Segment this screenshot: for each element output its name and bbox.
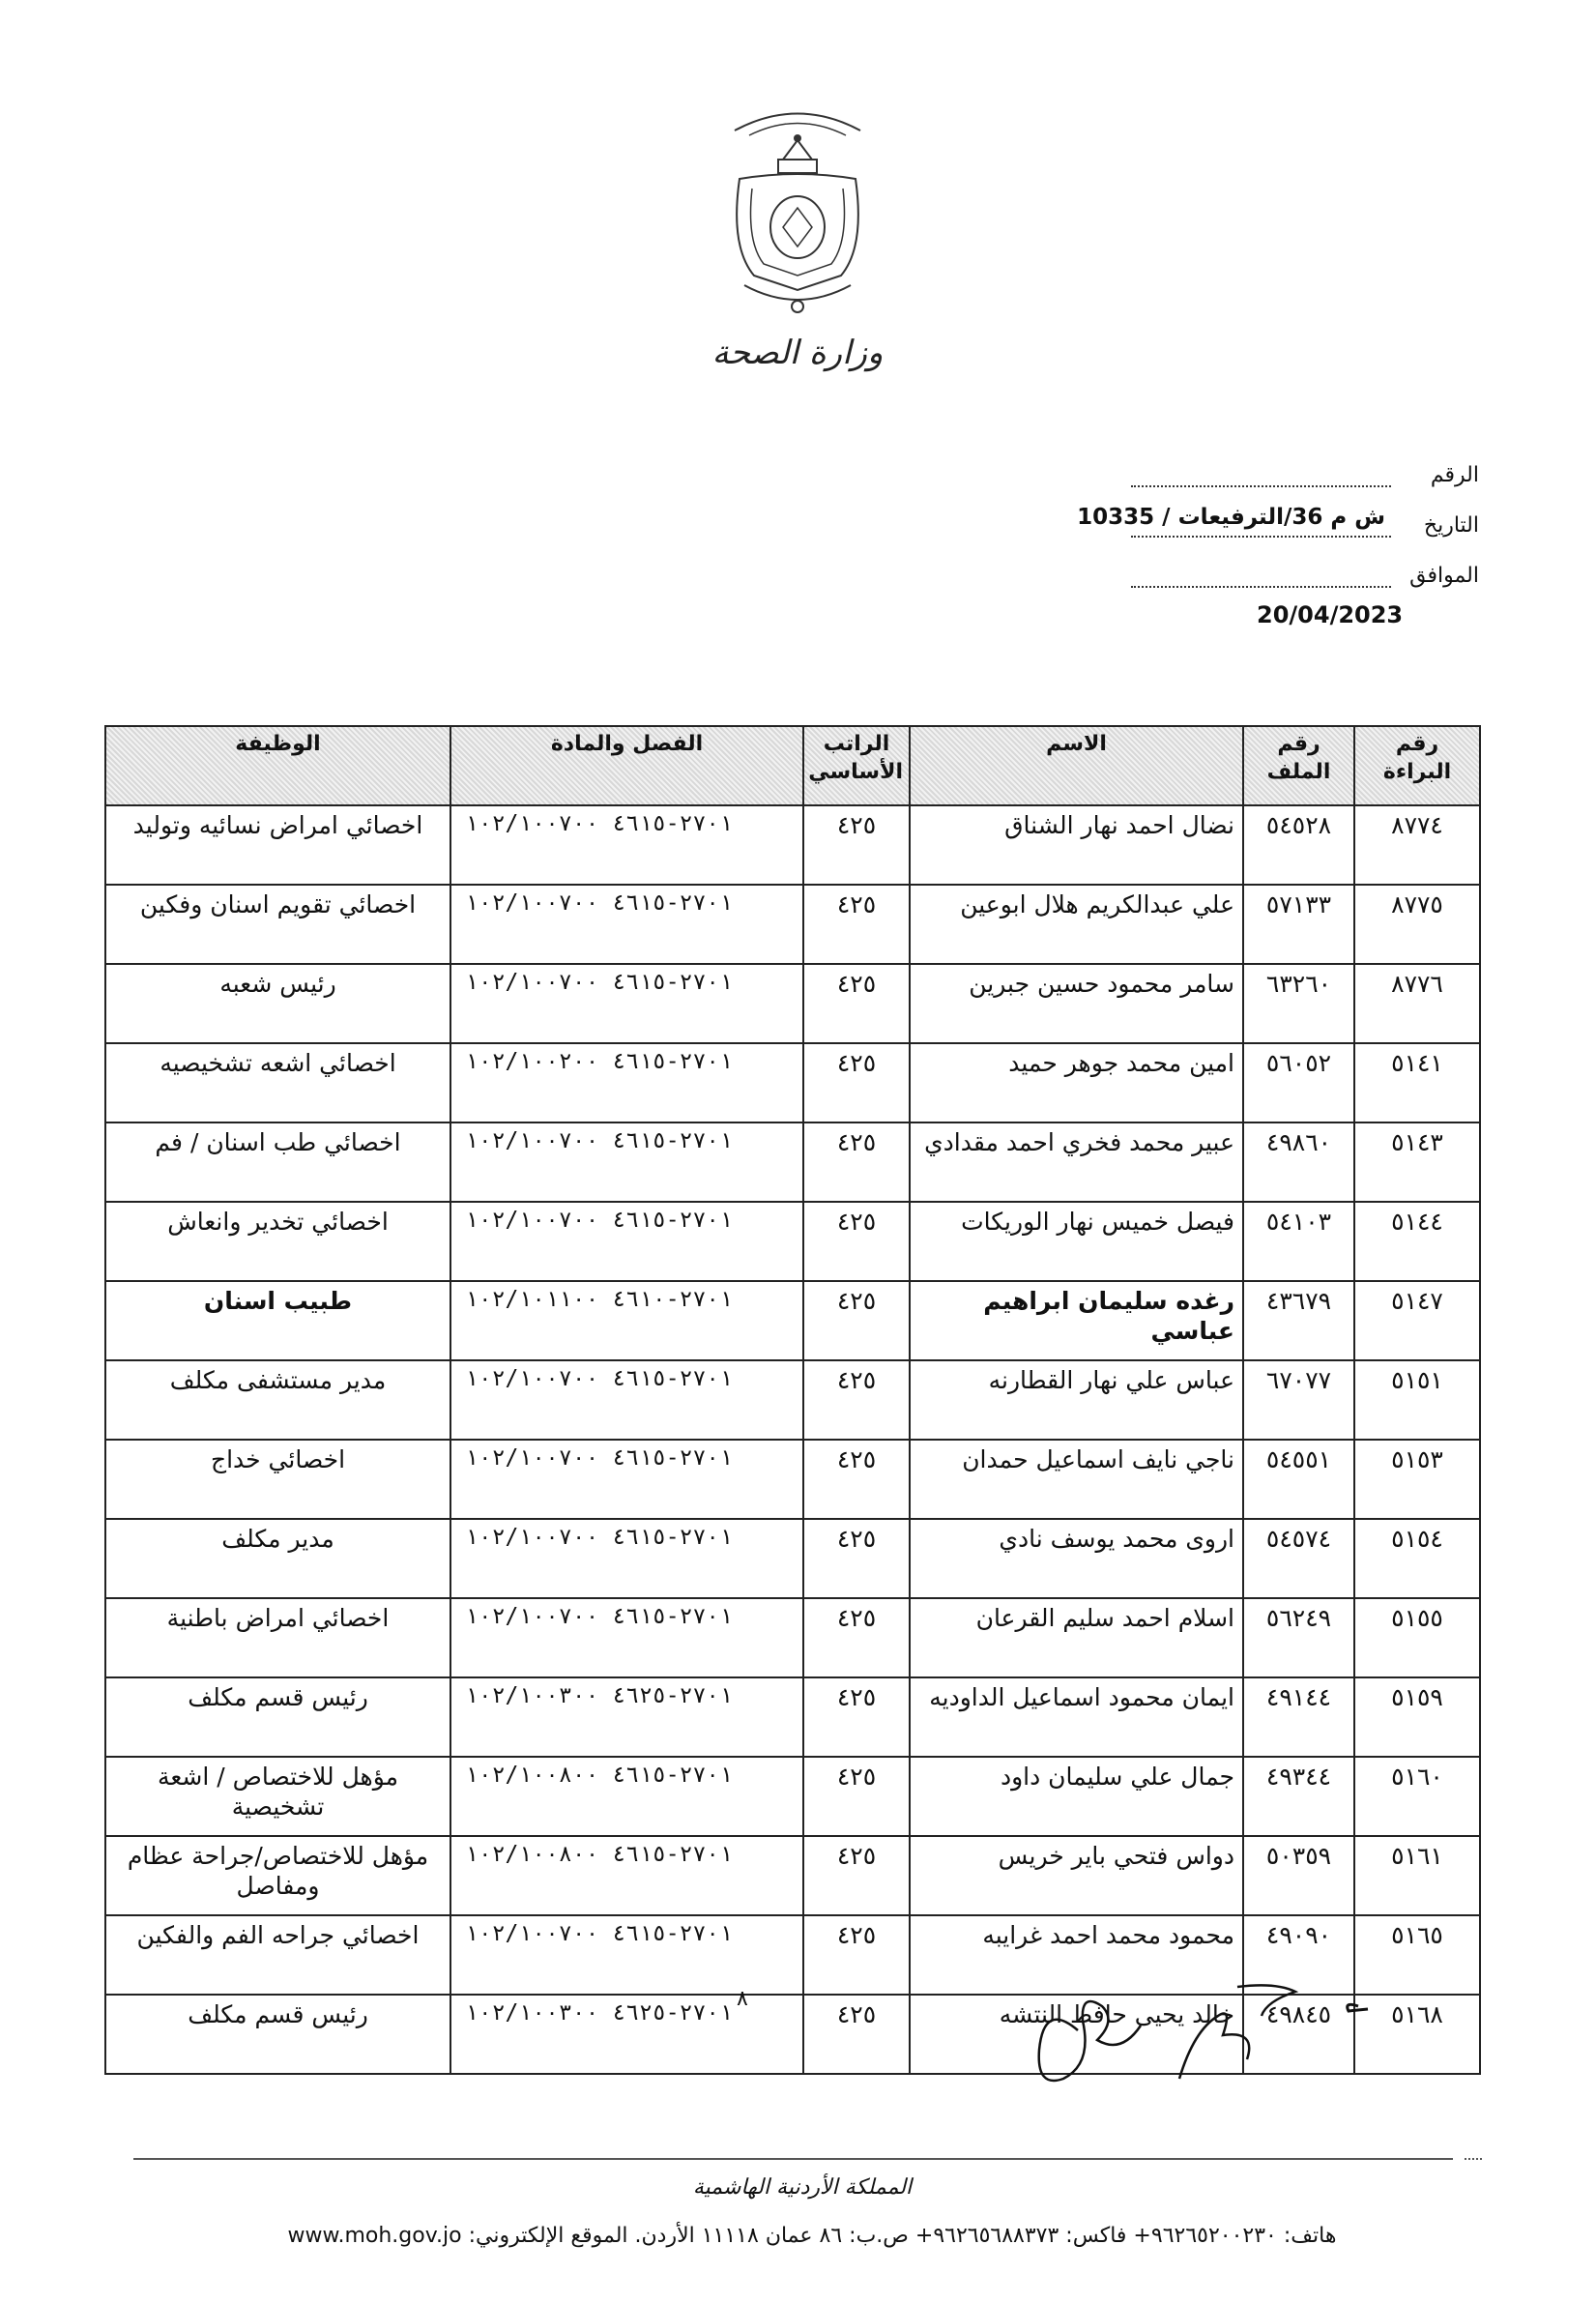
cell-basic-salary: ٤٢٥ (803, 1995, 910, 2074)
cell-file-number: ٦٣٢٦٠ (1243, 964, 1354, 1043)
cell-basic-salary: ٤٢٥ (803, 1122, 910, 1202)
cell-name: اروى محمد يوسف نادي (910, 1519, 1243, 1598)
table-row (105, 1440, 1480, 1519)
cell-chapter-article: ٢٧٠١-٤٦١٥ ١٠٢/١٠٠٧٠٠ (450, 885, 803, 964)
cell-name: ايمان محمود اسماعيل الداوديه (910, 1677, 1243, 1757)
cell-file-number: ٥٠٣٥٩ (1243, 1836, 1354, 1915)
cell-cert-number: ٥١٦٠ (1354, 1757, 1480, 1836)
ref-number-label: الرقم (1430, 462, 1479, 487)
header-cert-number: رقم البراءة (1354, 726, 1480, 805)
table-row (105, 1122, 1480, 1202)
cell-name: اسلام احمد سليم القرعان (910, 1598, 1243, 1677)
page-number: ٨ (737, 1987, 748, 2011)
cell-cert-number: ٥١٦٥ (1354, 1915, 1480, 1995)
cell-file-number: ٤٩٣٤٤ (1243, 1757, 1354, 1836)
cell-basic-salary: ٤٢٥ (803, 1440, 910, 1519)
header-basic-salary: الراتب الأساسي (803, 726, 910, 805)
cell-file-number: ٤٣٦٧٩ (1243, 1281, 1354, 1360)
cell-chapter-article: ٢٧٠١-٤٦٢٥ ١٠٢/١٠٠٣٠٠ (450, 1995, 803, 2074)
ref-date-row (1077, 500, 1479, 550)
cell-basic-salary: ٤٢٥ (803, 1915, 910, 1995)
cell-basic-salary: ٤٢٥ (803, 1598, 910, 1677)
table-row (105, 1043, 1480, 1122)
footer-divider (133, 2158, 1453, 2160)
table-row (105, 1202, 1480, 1281)
header-name: الاسم (910, 726, 1243, 805)
cell-job: اخصائي امراض باطنية (105, 1598, 450, 1677)
cell-name: علي عبدالكريم هلال ابوعين (910, 885, 1243, 964)
cell-chapter-article: ٢٧٠١-٤٦١٥ ١٠٢/١٠٠٨٠٠ (450, 1836, 803, 1915)
issue-date: 20/04/2023 (1257, 601, 1404, 628)
cell-cert-number: ٥١٦١ (1354, 1836, 1480, 1915)
cell-basic-salary: ٤٢٥ (803, 1519, 910, 1598)
cell-name: رغده سليمان ابراهيم عباسي (910, 1281, 1243, 1360)
cell-file-number: ٥٦٠٥٢ (1243, 1043, 1354, 1122)
cell-job: مدير مكلف (105, 1519, 450, 1598)
cell-name: فيصل خميس نهار الوريكات (910, 1202, 1243, 1281)
coat-of-arms-icon (715, 92, 880, 324)
header-file-number: رقم الملف (1243, 726, 1354, 805)
header-job: الوظيفة (105, 726, 450, 805)
cell-chapter-article: ٢٧٠١-٤٦١٥ ١٠٢/١٠٠٧٠٠ (450, 1202, 803, 1281)
cell-chapter-article: ٢٧٠١-٤٦٢٥ ١٠٢/١٠٠٣٠٠ (450, 1677, 803, 1757)
cell-job: اخصائي امراض نسائيه وتوليد (105, 805, 450, 885)
cell-job: مؤهل للاختصاص / اشعة تشخيصية (105, 1757, 450, 1836)
cell-basic-salary: ٤٢٥ (803, 1281, 910, 1360)
footer-divider-end (1465, 2158, 1482, 2160)
table-row (105, 805, 1480, 885)
cell-name: امين محمد جوهر حميد (910, 1043, 1243, 1122)
cell-chapter-article: ٢٧٠١-٤٦١٥ ١٠٢/١٠٠٧٠٠ (450, 1122, 803, 1202)
table-row (105, 1836, 1480, 1915)
cell-name: خالد يحيى حافظ النتشه (910, 1995, 1243, 2074)
promotions-table (104, 725, 1481, 2075)
cell-chapter-article: ٢٧٠١-٤٦١٥ ١٠٢/١٠٠٧٠٠ (450, 1440, 803, 1519)
table-row (105, 1360, 1480, 1440)
cell-chapter-article: ٢٧٠١-٤٦١٠ ١٠٢/١٠١١٠٠ (450, 1281, 803, 1360)
header-chapter-article: الفصل والمادة (450, 726, 803, 805)
cell-job: مؤهل للاختصاص/جراحة عظام ومفاصل (105, 1836, 450, 1915)
table-body (105, 805, 1480, 2074)
cell-name: جمال علي سليمان داود (910, 1757, 1243, 1836)
table-row (105, 1757, 1480, 1836)
ref-date-label: التاريخ (1423, 512, 1479, 538)
cell-basic-salary: ٤٢٥ (803, 805, 910, 885)
cell-job: رئيس شعبه (105, 964, 450, 1043)
table-row (105, 1598, 1480, 1677)
table-row (105, 964, 1480, 1043)
cell-chapter-article: ٢٧٠١-٤٦١٥ ١٠٢/١٠٠٧٠٠ (450, 1598, 803, 1677)
cell-cert-number: ٨٧٧٤ (1354, 805, 1480, 885)
cell-basic-salary: ٤٢٥ (803, 1043, 910, 1122)
ref-number-dots (1131, 462, 1391, 487)
cell-file-number: ٥٤١٠٣ (1243, 1202, 1354, 1281)
cell-basic-salary: ٤٢٥ (803, 885, 910, 964)
cell-file-number: ٥٧١٣٣ (1243, 885, 1354, 964)
cell-basic-salary: ٤٢٥ (803, 1360, 910, 1440)
cell-file-number: ٥٤٥٧٤ (1243, 1519, 1354, 1598)
cell-cert-number: ٥١٥١ (1354, 1360, 1480, 1440)
cell-file-number: ٤٩٨٤٥ (1243, 1995, 1354, 2074)
cell-name: محمود محمد احمد غرايبه (910, 1915, 1243, 1995)
cell-name: عبير محمد فخري احمد مقدادي (910, 1122, 1243, 1202)
cell-cert-number: ٥١٤١ (1354, 1043, 1480, 1122)
cell-job: اخصائي اشعه تشخيصيه (105, 1043, 450, 1122)
cell-cert-number: ٥١٥٩ (1354, 1677, 1480, 1757)
table-row (105, 1519, 1480, 1598)
ref-date-value: ش م 36/الترفيعات / 10335 (1077, 505, 1385, 530)
cell-chapter-article: ٢٧٠١-٤٦١٥ ١٠٢/١٠٠٧٠٠ (450, 1519, 803, 1598)
cell-job: اخصائي طب اسنان / فم (105, 1122, 450, 1202)
cell-name: ناجي نايف اسماعيل حمدان (910, 1440, 1243, 1519)
cell-file-number: ٤٩٠٩٠ (1243, 1915, 1354, 1995)
cell-cert-number: ٥١٦٨ (1354, 1995, 1480, 2074)
cell-chapter-article: ٢٧٠١-٤٦١٥ ١٠٢/١٠٠٨٠٠ (450, 1757, 803, 1836)
cell-file-number: ٥٤٥٥١ (1243, 1440, 1354, 1519)
ministry-name: وزارة الصحة (711, 334, 884, 372)
cell-cert-number: ٥١٥٤ (1354, 1519, 1480, 1598)
table-row (105, 885, 1480, 964)
cell-basic-salary: ٤٢٥ (803, 964, 910, 1043)
promotions-table-wrap (104, 725, 1479, 2075)
cell-job: اخصائي تقويم اسنان وفكين (105, 885, 450, 964)
cell-job: رئيس قسم مكلف (105, 1677, 450, 1757)
cell-name: نضال احمد نهار الشناق (910, 805, 1243, 885)
cell-cert-number: ٥١٥٣ (1354, 1440, 1480, 1519)
cell-cert-number: ٥١٥٥ (1354, 1598, 1480, 1677)
cell-cert-number: ٨٧٧٦ (1354, 964, 1480, 1043)
cell-file-number: ٤٩١٤٤ (1243, 1677, 1354, 1757)
ref-date-dots (1077, 505, 1391, 538)
cell-name: عباس علي نهار القطارنه (910, 1360, 1243, 1440)
cell-basic-salary: ٤٢٥ (803, 1202, 910, 1281)
ref-corresponding-row (1131, 550, 1479, 600)
cell-cert-number: ٥١٤٧ (1354, 1281, 1480, 1360)
cell-basic-salary: ٤٢٥ (803, 1757, 910, 1836)
cell-basic-salary: ٤٢٥ (803, 1677, 910, 1757)
ref-number-row (1131, 450, 1479, 500)
ref-corresponding-dots (1131, 563, 1391, 588)
cell-job: اخصائي جراحه الفم والفكين (105, 1915, 450, 1995)
cell-chapter-article: ٢٧٠١-٤٦١٥ ١٠٢/١٠٠٧٠٠ (450, 1915, 803, 1995)
cell-name: سامر محمود حسين جبرين (910, 964, 1243, 1043)
cell-chapter-article: ٢٧٠١-٤٦١٥ ١٠٢/١٠٠٧٠٠ (450, 805, 803, 885)
handwritten-signature (1025, 1963, 1373, 2108)
cell-file-number: ٥٤٥٢٨ (1243, 805, 1354, 885)
cell-file-number: ٥٦٢٤٩ (1243, 1598, 1354, 1677)
reference-block (1077, 450, 1479, 600)
cell-chapter-article: ٢٧٠١-٤٦١٥ ١٠٢/١٠٠٧٠٠ (450, 1360, 803, 1440)
cell-job: مدير مستشفى مكلف (105, 1360, 450, 1440)
cell-cert-number: ٥١٤٤ (1354, 1202, 1480, 1281)
footer-kingdom: المملكة الأردنية الهاشمية (692, 2175, 913, 2200)
cell-basic-salary: ٤٢٥ (803, 1836, 910, 1915)
table-row (105, 1677, 1480, 1757)
cell-name: دواس فتحي باير خريس (910, 1836, 1243, 1915)
cell-job: اخصائي خداج (105, 1440, 450, 1519)
cell-cert-number: ٨٧٧٥ (1354, 885, 1480, 964)
footer-contact: هاتف: ٩٦٢٦٥٢٠٠٢٣٠+ فاكس: ٩٦٢٦٥٦٨٨٣٧٣+ ص.ب: ٨٦ عمان ١١١١٨ الأردن. الموقع الإلكتروني: www.moh.gov.jo (287, 2224, 1337, 2248)
cell-file-number: ٦٧٠٧٧ (1243, 1360, 1354, 1440)
cell-chapter-article: ٢٧٠١-٤٦١٥ ١٠٢/١٠٠٢٠٠ (450, 1043, 803, 1122)
table-row (105, 1281, 1480, 1360)
cell-chapter-article: ٢٧٠١-٤٦١٥ ١٠٢/١٠٠٧٠٠ (450, 964, 803, 1043)
cell-job: اخصائي تخدير وانعاش (105, 1202, 450, 1281)
cell-job: طبيب اسنان (105, 1281, 450, 1360)
cell-file-number: ٤٩٨٦٠ (1243, 1122, 1354, 1202)
cell-cert-number: ٥١٤٣ (1354, 1122, 1480, 1202)
ref-corresponding-label: الموافق (1409, 563, 1479, 588)
cell-job: رئيس قسم مكلف (105, 1995, 450, 2074)
table-header-row (105, 726, 1480, 805)
